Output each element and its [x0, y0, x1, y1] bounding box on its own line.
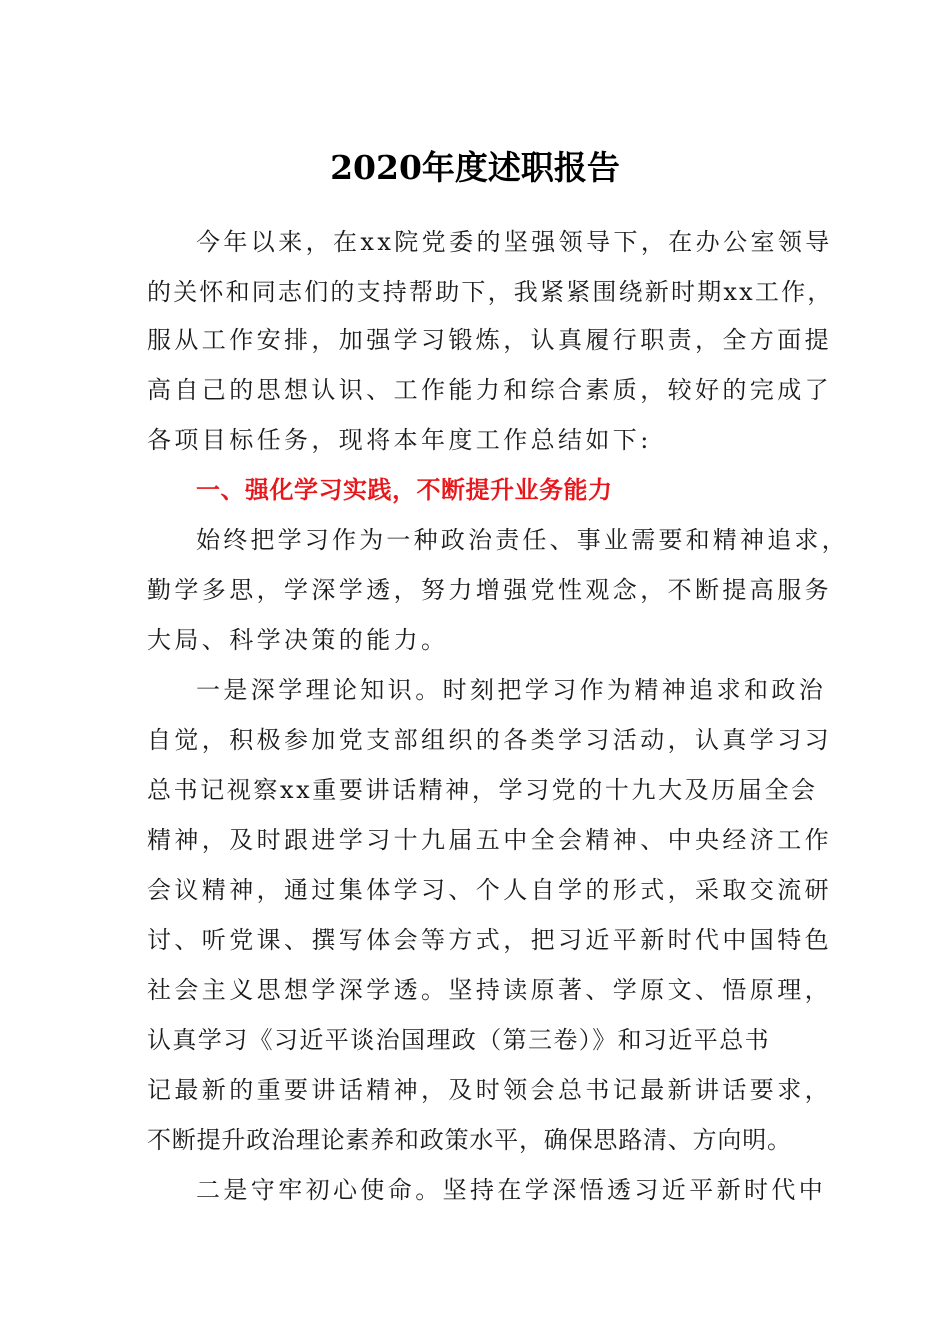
paragraph-line: 讨、听党课、撰写体会等方式，把习近平新时代中国特色	[147, 926, 832, 954]
paragraph-line: 今年以来，在xx院党委的坚强领导下，在办公室领导	[196, 228, 833, 256]
paragraph-line: 不断提升政治理论素养和政策水平，确保思路清、方向明。	[147, 1126, 792, 1154]
paragraph-line: 总书记视察xx重要讲话精神，学习党的十九大及历届全会	[147, 776, 818, 804]
paragraph-line: 各项目标任务，现将本年度工作总结如下:	[147, 426, 652, 454]
paragraph-line: 始终把学习作为一种政治责任、事业需要和精神追求，	[196, 526, 849, 554]
paragraph-line: 自觉，积极参加党支部组织的各类学习活动，认真学习习	[147, 726, 832, 754]
paragraph-line: 二是守牢初心使命。坚持在学深悟透习近平新时代中	[196, 1176, 827, 1204]
paragraph-line: 的关怀和同志们的支持帮助下，我紧紧围绕新时期xx工作，	[147, 278, 834, 306]
paragraph-line: 会议精神，通过集体学习、个人自学的形式，采取交流研	[147, 876, 832, 904]
section-heading: 一、强化学习实践，不断提升业务能力	[196, 476, 613, 504]
paragraph-line: 高自己的思想认识、工作能力和综合素质，较好的完成了	[147, 376, 832, 404]
paragraph-line: 记最新的重要讲话精神，及时领会总书记最新讲话要求，	[147, 1076, 832, 1104]
paragraph-line: 一是深学理论知识。时刻把学习作为精神追求和政治	[196, 676, 827, 704]
page-title: 2020年度述职报告	[330, 148, 620, 187]
paragraph-line: 认真学习《习近平谈治国理政（第三卷）》和习近平总书	[147, 1026, 770, 1054]
paragraph-line: 精神，及时跟进学习十九届五中全会精神、中央经济工作	[147, 826, 832, 854]
paragraph-line: 社会主义思想学深学透。坚持读原著、学原文、悟原理，	[147, 976, 832, 1004]
paragraph-line: 大局、科学决策的能力。	[147, 626, 449, 654]
paragraph-line: 服从工作安排，加强学习锻炼，认真履行职责，全方面提	[147, 326, 832, 354]
paragraph-line: 勤学多思，学深学透，努力增强党性观念，不断提高服务	[147, 576, 832, 604]
